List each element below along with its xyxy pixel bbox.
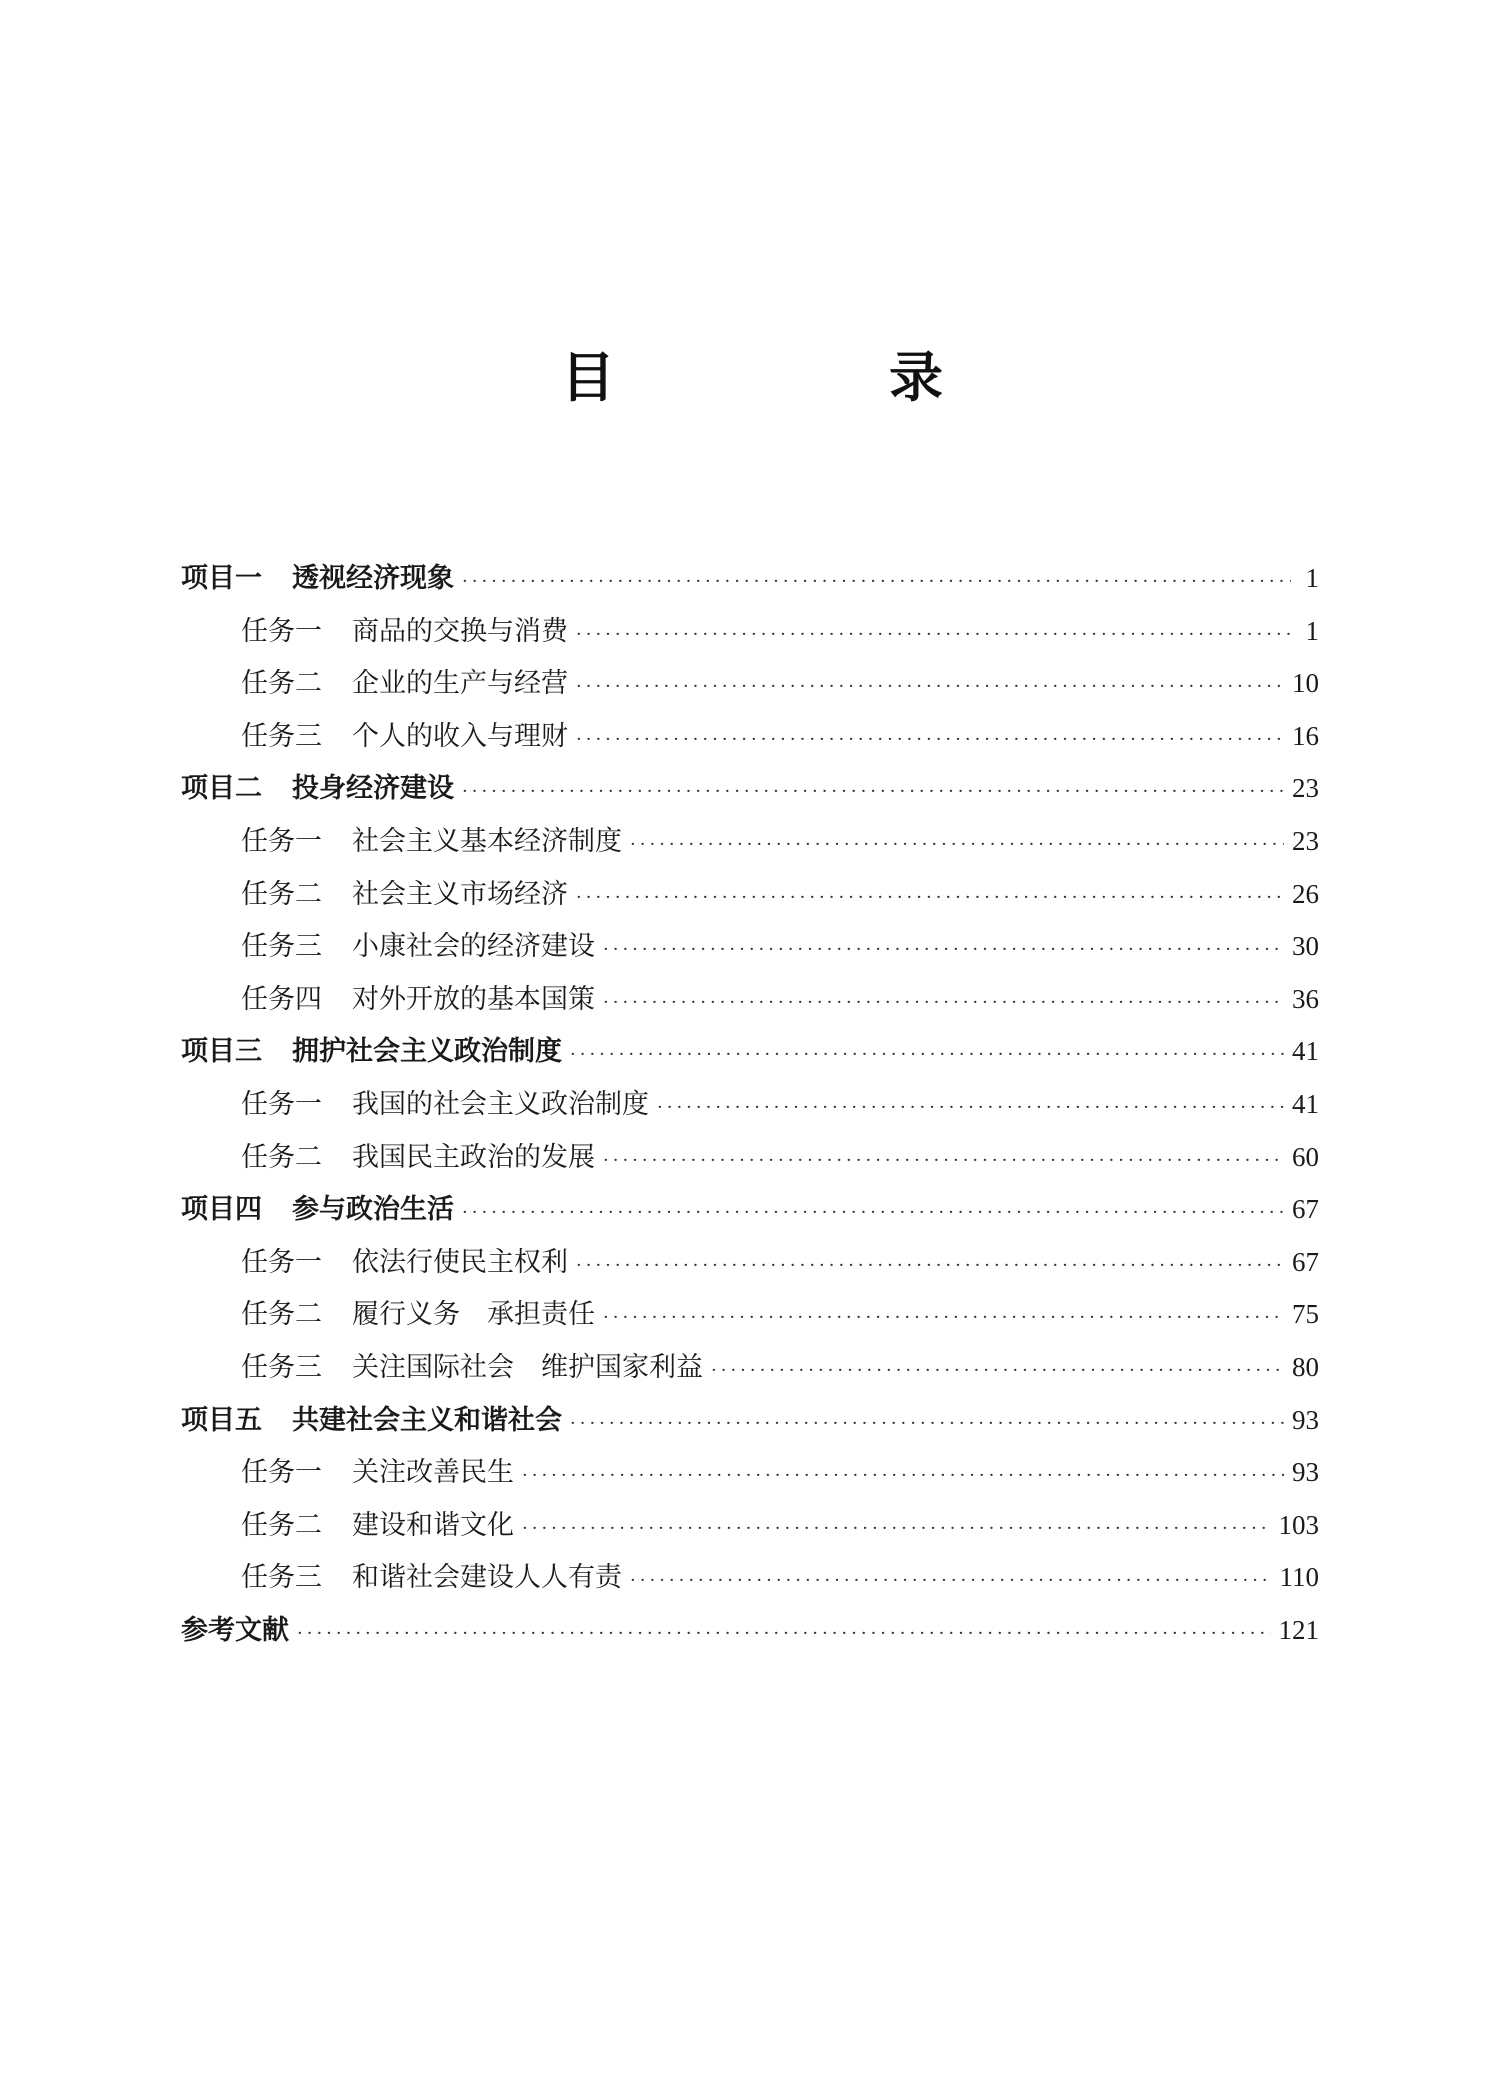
table-of-contents: [181, 552, 1319, 1656]
toc-page-number: 1: [1305, 563, 1319, 593]
toc-entry-label: [241, 1552, 622, 1605]
dot-leader: [711, 1345, 1284, 1398]
toc-project-entry[interactable]: [181, 552, 1319, 605]
toc-entry-number: 项目三: [181, 1036, 262, 1068]
dot-leader: [603, 924, 1284, 977]
toc-entry-number: 项目一: [181, 563, 262, 594]
dot-leader: [603, 977, 1284, 1030]
dot-leader: [522, 1450, 1284, 1503]
toc-page-number: 23: [1292, 825, 1319, 856]
dot-leader: [657, 1082, 1284, 1135]
toc-page-number: 41: [1292, 1036, 1319, 1067]
toc-entry-number: 项目五: [181, 1404, 262, 1436]
toc-page-number: 26: [1292, 878, 1319, 909]
toc-entry-title: 我国的社会主义政治制度: [352, 1088, 649, 1120]
toc-page-number: 41: [1292, 1088, 1319, 1119]
toc-entry-title: 社会主义基本经济制度: [352, 825, 622, 857]
toc-page-number: 30: [1292, 931, 1319, 962]
toc-entry-label: [241, 869, 568, 922]
toc-entry-number: 任务一: [241, 1088, 322, 1120]
dot-leader: [630, 1555, 1272, 1608]
toc-entry-title: 关注改善民生: [352, 1457, 514, 1489]
dot-leader: [576, 872, 1284, 925]
toc-entry-label: [241, 1447, 514, 1500]
dot-leader: [462, 556, 1291, 609]
dot-leader: [576, 1240, 1284, 1293]
toc-entry-label: [241, 816, 622, 869]
toc-task-entry[interactable]: [181, 1236, 1319, 1289]
toc-entry-number: 任务一: [241, 615, 322, 647]
toc-entry-number: 任务二: [241, 668, 322, 700]
toc-entry-title: 参与政治生活: [292, 1194, 454, 1226]
toc-task-entry[interactable]: [181, 1078, 1319, 1131]
toc-task-entry[interactable]: [181, 1288, 1319, 1341]
dot-leader: [603, 1135, 1284, 1188]
toc-task-entry[interactable]: [181, 1551, 1319, 1604]
toc-project-entry[interactable]: [181, 762, 1319, 815]
toc-page-number: 67: [1292, 1246, 1319, 1277]
toc-entry-number: 任务四: [241, 983, 322, 1015]
dot-leader: [576, 609, 1291, 662]
toc-entry-title: 依法行使民主权利: [352, 1246, 568, 1278]
toc-entry-number: 任务一: [241, 1246, 322, 1278]
toc-entry-title: 和谐社会建设人人有责: [352, 1562, 622, 1594]
toc-entry-number: 任务三: [241, 931, 322, 963]
toc-entry-title: 透视经济现象: [292, 563, 454, 594]
toc-entry-label: [241, 1237, 568, 1290]
toc-entry-number: 任务二: [241, 1141, 322, 1173]
toc-page-number: 110: [1279, 1562, 1319, 1593]
toc-page-number: 10: [1292, 668, 1319, 699]
toc-entry-label: [241, 974, 595, 1027]
toc-entry-label: [241, 921, 595, 974]
toc-entry-number: 任务三: [241, 1562, 322, 1594]
dot-leader: [603, 1292, 1284, 1345]
toc-page-number: 80: [1292, 1351, 1319, 1382]
toc-project-entry[interactable]: [181, 1183, 1319, 1236]
page-title: 目 录: [561, 346, 1053, 409]
toc-entry-title: 履行义务 承担责任: [352, 1299, 595, 1331]
toc-entry-number: 任务三: [241, 1351, 322, 1383]
dot-leader: [576, 714, 1284, 767]
toc-entry-number: 任务二: [241, 878, 322, 910]
dot-leader: [297, 1608, 1271, 1661]
toc-entry-title: 我国民主政治的发展: [352, 1141, 595, 1173]
toc-project-entry[interactable]: [181, 1025, 1319, 1078]
dot-leader: [570, 1029, 1284, 1082]
toc-entry-label: [241, 1289, 595, 1342]
toc-entry-number: 任务一: [241, 825, 322, 857]
toc-task-entry[interactable]: [181, 1446, 1319, 1499]
toc-entry-title: 社会主义市场经济: [352, 878, 568, 910]
dot-leader: [630, 819, 1284, 872]
toc-task-entry[interactable]: [181, 1131, 1319, 1184]
toc-page-number: 60: [1292, 1141, 1319, 1172]
toc-entry-title: 建设和谐文化: [352, 1509, 514, 1541]
toc-entry-label: [181, 553, 454, 606]
toc-page-number: 1: [1305, 615, 1319, 646]
dot-leader: [522, 1503, 1271, 1556]
toc-entry-title: 共建社会主义和谐社会: [292, 1404, 562, 1436]
toc-task-entry[interactable]: [181, 868, 1319, 921]
toc-entry-number: 任务二: [241, 1509, 322, 1541]
toc-entry-label: [181, 763, 454, 816]
toc-project-entry[interactable]: [181, 1604, 1319, 1657]
toc-entry-title: 商品的交换与消费: [352, 615, 568, 647]
toc-page-number: 67: [1292, 1194, 1319, 1225]
toc-page-number: 121: [1278, 1614, 1319, 1645]
toc-page-number: 103: [1278, 1509, 1319, 1540]
toc-entry-label: [241, 1132, 595, 1185]
toc-entry-label: [181, 1184, 454, 1237]
toc-entry-number: 任务三: [241, 720, 322, 752]
toc-entry-title: 企业的生产与经营: [352, 668, 568, 700]
toc-task-entry[interactable]: [181, 1341, 1319, 1394]
toc-page-number: 93: [1292, 1404, 1319, 1435]
toc-page-number: 16: [1292, 720, 1319, 751]
dot-leader: [570, 1398, 1284, 1451]
dot-leader: [576, 661, 1284, 714]
toc-project-entry[interactable]: [181, 1394, 1319, 1447]
dot-leader: [462, 766, 1284, 819]
toc-entry-number: 任务一: [241, 1457, 322, 1489]
toc-entry-title: 小康社会的经济建设: [352, 931, 595, 963]
toc-task-entry[interactable]: [181, 815, 1319, 868]
toc-entry-label: [241, 1342, 703, 1395]
toc-entry-label: [181, 1605, 289, 1658]
toc-entry-label: [241, 658, 568, 711]
toc-task-entry[interactable]: [181, 1499, 1319, 1552]
dot-leader: [462, 1187, 1284, 1240]
toc-task-entry[interactable]: [181, 657, 1319, 710]
toc-task-entry[interactable]: [181, 920, 1319, 973]
toc-page-number: 75: [1292, 1299, 1319, 1330]
toc-entry-label: [241, 606, 568, 659]
toc-page-number: 93: [1292, 1457, 1319, 1488]
toc-task-entry[interactable]: [181, 973, 1319, 1026]
toc-entry-number: 项目二: [181, 773, 262, 805]
toc-entry-title: 对外开放的基本国策: [352, 983, 595, 1015]
toc-entry-label: [241, 1079, 649, 1132]
toc-entry-title: 个人的收入与理财: [352, 720, 568, 752]
toc-entry-label: [241, 1500, 514, 1553]
toc-entry-title: 投身经济建设: [292, 773, 454, 805]
toc-page-number: 36: [1292, 983, 1319, 1014]
toc-entry-number: 任务二: [241, 1299, 322, 1331]
toc-task-entry[interactable]: [181, 605, 1319, 658]
toc-entry-label: [181, 1026, 562, 1079]
toc-task-entry[interactable]: [181, 710, 1319, 763]
toc-entry-title: 关注国际社会 维护国家利益: [352, 1351, 703, 1383]
toc-entry-number: 项目四: [181, 1194, 262, 1226]
toc-entry-number: 参考文献: [181, 1614, 289, 1646]
toc-entry-label: [241, 711, 568, 764]
toc-entry-label: [181, 1395, 562, 1448]
toc-page-number: 23: [1292, 773, 1319, 804]
toc-entry-title: 拥护社会主义政治制度: [292, 1036, 562, 1068]
